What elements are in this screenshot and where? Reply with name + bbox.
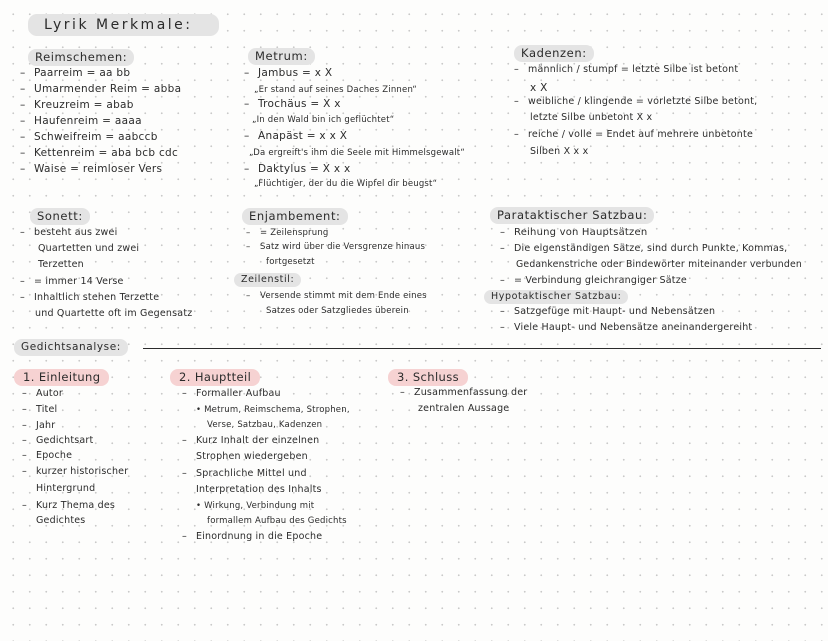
- enjambement-item: – = Zeilensprung: [246, 228, 329, 238]
- kadenz-reich: – reiche / volle = Endet auf mehrere unbetonte: [514, 129, 753, 140]
- parataktisch-item: – = Verbindung gleichrangiger Sätze: [500, 275, 687, 286]
- parataktisch-item-cont: Gedankenstriche oder Bindewörter miteinander verbunden: [516, 259, 802, 270]
- enjambement-item: – Satz wird über die Versgrenze hinaus: [246, 242, 426, 252]
- einleitung-item: – Jahr: [22, 420, 56, 431]
- reim-item: – Paarreim = aa bb: [20, 67, 131, 79]
- metrum-daktylus-example: „Flüchtiger, der du die Wipfel dir beugst“: [254, 179, 438, 189]
- hauptteil-item-cont: Interpretation des Inhalts: [196, 484, 322, 495]
- zeilenstil-heading: Zeilenstil:: [234, 273, 301, 287]
- hauptteil-item: – Sprachliche Mittel und: [182, 468, 307, 479]
- kadenz-reich-line2: Silben X x x: [530, 146, 589, 157]
- einleitung-heading: 1. Einleitung: [14, 369, 109, 386]
- reim-item: – Haufenreim = aaaa: [20, 115, 142, 127]
- sonett-heading: Sonett:: [30, 208, 90, 225]
- sonett-item: – Inhaltlich stehen Terzette: [20, 292, 160, 303]
- metrum-trochaeus: – Trochäus = X x: [244, 98, 341, 110]
- hauptteil-subitem-cont: formallem Aufbau des Gedichts: [207, 516, 347, 526]
- metrum-jambus-example: „Er stand auf seines Daches Zinnen“: [254, 85, 418, 95]
- divider-line: [143, 348, 821, 349]
- parataktisch-item: – Reihung von Hauptsätzen: [500, 227, 648, 238]
- einleitung-item: – Epoche: [22, 450, 73, 461]
- hauptteil-subitem-cont: Verse, Satzbau, Kadenzen: [207, 420, 323, 430]
- metrum-anapaest: – Anapäst = x x X: [244, 130, 348, 142]
- hauptteil-item: – Kurz Inhalt der einzelnen: [182, 435, 320, 446]
- einleitung-item: – Kurz Thema des: [22, 500, 116, 511]
- kadenz-weiblich-line2: letzte Silbe unbetont X x: [530, 112, 653, 123]
- hauptteil-heading: 2. Hauptteil: [170, 369, 260, 386]
- sonett-item: – = immer 14 Verse: [20, 276, 124, 287]
- parataktisch-heading: Parataktischer Satzbau:: [490, 207, 654, 224]
- einleitung-item: – kurzer historischer: [22, 466, 129, 477]
- kadenzen-heading: Kadenzen:: [514, 45, 594, 62]
- schluss-item: – Zusammenfassung der: [400, 387, 528, 398]
- zeilenstil-item-cont: Satzes oder Satzgliedes überein: [266, 306, 409, 316]
- zeilenstil-item: – Versende stimmt mit dem Ende eines: [246, 291, 427, 301]
- reim-item: – Kettenreim = aba bcb cdc: [20, 147, 179, 159]
- reim-item: – Kreuzreim = abab: [20, 99, 134, 111]
- hauptteil-item-cont: Strophen wiedergeben: [196, 451, 308, 462]
- hypotaktisch-item: – Satzgefüge mit Haupt- und Nebensätzen: [500, 306, 716, 317]
- einleitung-item: – Titel: [22, 404, 58, 415]
- metrum-jambus: – Jambus = x X: [244, 67, 333, 79]
- hauptteil-subitem: • Metrum, Reimschema, Strophen,: [196, 405, 350, 415]
- hauptteil-item: – Formaller Aufbau: [182, 388, 281, 399]
- hypotaktisch-item: – Viele Haupt- und Nebensätze aneinandergereiht: [500, 322, 753, 333]
- schluss-item-cont: zentralen Aussage: [418, 403, 510, 414]
- reim-item: – Waise = reimloser Vers: [20, 163, 163, 175]
- metrum-trochaeus-example: „In den Wald bin ich geflüchtet“: [252, 115, 395, 125]
- hauptteil-item: – Einordnung in die Epoche: [182, 531, 323, 542]
- reimschemen-heading: Reimschemen:: [28, 49, 134, 66]
- sonett-item-cont: Quartetten und zwei: [38, 243, 140, 254]
- kadenz-weiblich: – weibliche / klingende = vorletzte Silbe betont,: [514, 96, 758, 107]
- einleitung-item-cont: Gedichtes: [36, 515, 86, 526]
- metrum-anapaest-example: „Da ergreift's ihm die Seele mit Himmelsgewalt“: [249, 148, 465, 158]
- reim-item: – Schweifreim = aabccb: [20, 131, 158, 143]
- kadenz-maennlich-pattern: x X: [530, 82, 548, 94]
- sonett-item-cont: und Quartette oft im Gegensatz: [35, 308, 193, 319]
- parataktisch-item: – Die eigenständigen Sätze, sind durch Punkte, Kommas,: [500, 243, 788, 254]
- metrum-heading: Metrum:: [248, 48, 315, 65]
- sonett-item-cont: Terzetten: [38, 259, 84, 270]
- sonett-item: – besteht aus zwei: [20, 227, 118, 238]
- enjambement-item-cont: fortgesetzt: [266, 257, 315, 267]
- hypotaktisch-heading: Hypotaktischer Satzbau:: [484, 290, 628, 304]
- einleitung-item: – Gedichtsart: [22, 435, 94, 446]
- enjambement-heading: Enjambement:: [242, 208, 348, 225]
- schluss-heading: 3. Schluss: [388, 369, 468, 386]
- kadenz-maennlich: – männlich / stumpf = letzte Silbe ist betont: [514, 64, 739, 75]
- einleitung-item-cont: Hintergrund: [36, 483, 96, 494]
- metrum-daktylus: – Daktylus = X x x: [244, 163, 351, 175]
- page-title: Lyrik Merkmale:: [28, 14, 219, 36]
- gedichtsanalyse-heading: Gedichtsanalyse:: [14, 339, 128, 356]
- reim-item: – Umarmender Reim = abba: [20, 83, 182, 95]
- einleitung-item: – Autor: [22, 388, 63, 399]
- hauptteil-subitem: • Wirkung, Verbindung mit: [196, 501, 315, 511]
